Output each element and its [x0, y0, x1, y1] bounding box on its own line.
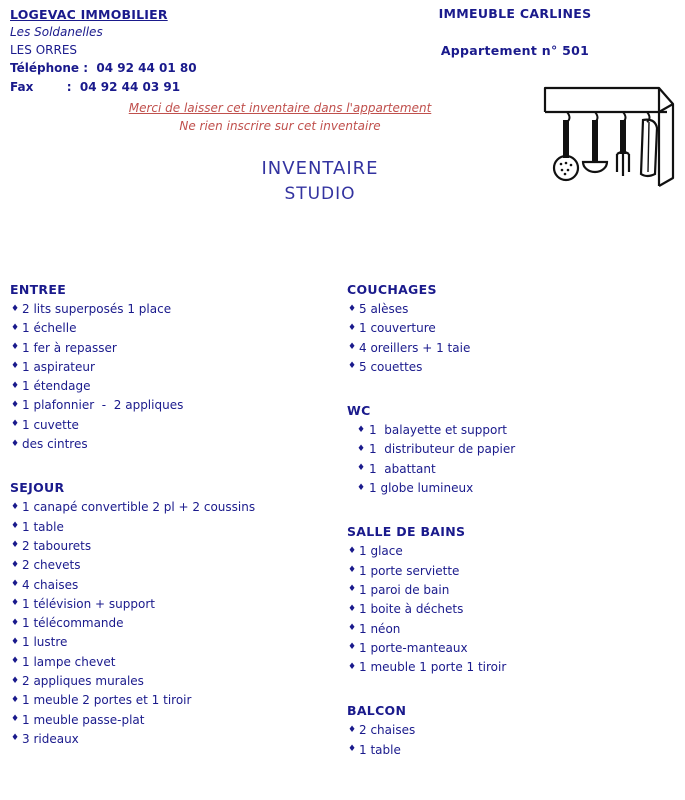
list-item: ♦ 1 couverture: [347, 319, 677, 338]
list-item: ♦ des cintres: [10, 435, 340, 454]
agency-block: [10, 6, 340, 97]
list-item: ♦ 1 néon: [347, 620, 677, 639]
agency-address: Les Soldanelles: [10, 25, 103, 39]
list-item: ♦ 1 balayette et support: [347, 421, 677, 440]
list-item: ♦ 1 abattant: [347, 460, 677, 479]
list-item: ♦ 1 table: [10, 518, 340, 537]
section-title-sejour: SEJOUR: [10, 480, 65, 496]
list-item: ♦ 1 globe lumineux: [347, 479, 677, 498]
page-title: INVENTAIRE: [261, 158, 379, 179]
list-item: ♦ 1 canapé convertible 2 pl + 2 coussins: [10, 498, 340, 517]
list-item: ♦ 1 lampe chevet: [10, 653, 340, 672]
list-item: ♦ 1 fer à repasser: [10, 339, 340, 358]
building-block: [345, 6, 685, 58]
list-item: ♦ 1 glace: [347, 542, 677, 561]
list-item: ♦ 1 cuvette: [10, 416, 340, 435]
list-item: ♦ 2 appliques murales: [10, 672, 340, 691]
agency-city: LES ORRES: [10, 43, 78, 57]
section-wc: [347, 403, 677, 498]
list-item: ♦ 1 paroi de bain: [347, 581, 677, 600]
list-item: ♦ 1 échelle: [10, 319, 340, 338]
list-item: ♦ 5 couettes: [347, 358, 677, 377]
section-title-couchages: COUCHAGES: [347, 282, 437, 297]
notices-block: [0, 99, 560, 135]
list-item: ♦ 2 chevets: [10, 556, 340, 575]
section-balcon: [347, 703, 677, 760]
item-list-sejour: [10, 498, 340, 749]
section-title-entree: ENTREE: [10, 282, 67, 297]
building-name: IMMEUBLE CARLINES: [438, 6, 592, 21]
list-item: ♦ 4 oreillers + 1 taie: [347, 339, 677, 358]
right-column: [347, 282, 677, 774]
agency-name: LOGEVAC IMMOBILIER: [10, 7, 168, 22]
list-item: ♦ 1 distributeur de papier: [347, 440, 677, 459]
list-item: ♦ 1 télévision + support: [10, 595, 340, 614]
list-item: ♦ 1 aspirateur: [10, 358, 340, 377]
list-item: ♦ 1 meuble 2 portes et 1 tiroir: [10, 691, 340, 710]
list-item: ♦ 1 étendage: [10, 377, 340, 396]
list-item: ♦ 1 porte-manteaux: [347, 639, 677, 658]
section-title-wc: WC: [347, 403, 371, 419]
item-list-balcon: [347, 721, 677, 760]
section-salle-de-bains: [347, 524, 677, 677]
kitchen-utensils-rack-icon: [539, 82, 679, 194]
item-list-entree: [10, 300, 340, 454]
list-item: ♦ 1 porte serviette: [347, 562, 677, 581]
item-list-couchages: [347, 300, 677, 377]
section-entree: [10, 282, 340, 454]
list-item: ♦ 1 lustre: [10, 633, 340, 652]
item-list-wc: [347, 421, 677, 498]
agency-fax: Fax : 04 92 44 03 91: [10, 80, 181, 94]
list-item: ♦ 1 boite à déchets: [347, 600, 677, 619]
list-item: ♦ 1 meuble passe-plat: [10, 711, 340, 730]
agency-phone: Téléphone : 04 92 44 01 80: [10, 61, 197, 75]
list-item: ♦ 2 lits superposés 1 place: [10, 300, 340, 319]
list-item: ♦ 1 table: [347, 741, 677, 760]
section-title-salle-de-bains: SALLE DE BAINS: [347, 524, 466, 540]
page-subtitle: STUDIO: [284, 184, 356, 204]
list-item: ♦ 1 plafonnier - 2 appliques: [10, 396, 340, 415]
left-column: [10, 282, 340, 763]
section-title-balcon: BALCON: [347, 703, 407, 719]
list-item: ♦ 1 meuble 1 porte 1 tiroir: [347, 658, 677, 677]
section-couchages: [347, 282, 677, 377]
notice-keep-inventory: Merci de laisser cet inventaire dans l'appartement: [128, 101, 432, 115]
apartment-number: Appartement n° 501: [440, 43, 590, 58]
list-item: ♦ 3 rideaux: [10, 730, 340, 749]
list-item: ♦ 1 télécommande: [10, 614, 340, 633]
list-item: ♦ 2 tabourets: [10, 537, 340, 556]
list-item: ♦ 2 chaises: [347, 721, 677, 740]
item-list-salle-de-bains: [347, 542, 677, 677]
notice-do-not-write: Ne rien inscrire sur cet inventaire: [179, 119, 381, 133]
list-item: ♦ 4 chaises: [10, 576, 340, 595]
section-sejour: [10, 480, 340, 749]
list-item: ♦ 5 alèses: [347, 300, 677, 319]
